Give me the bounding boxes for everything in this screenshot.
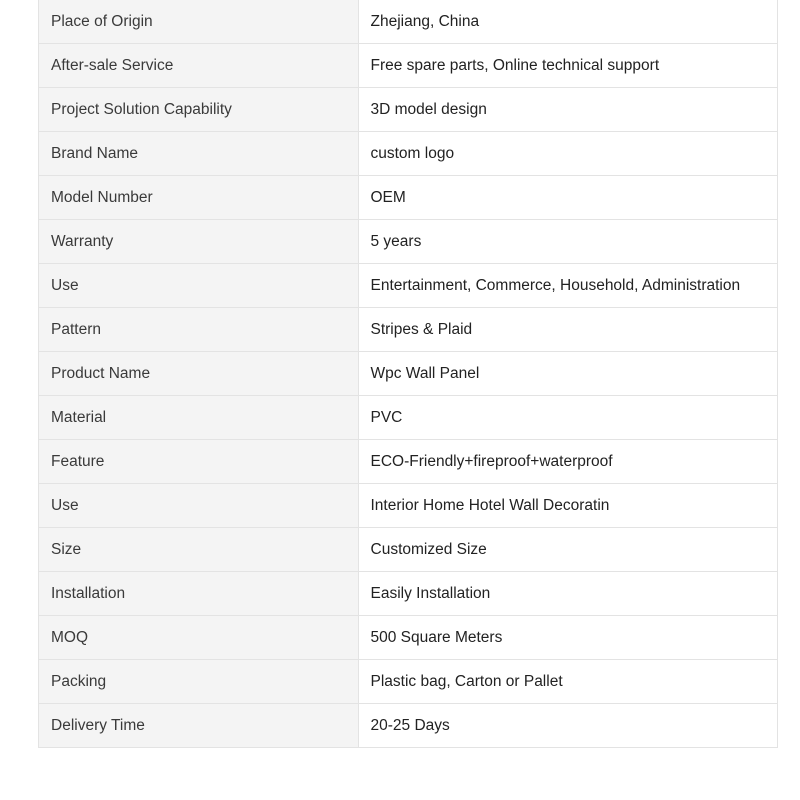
spec-key: Product Name (39, 352, 358, 396)
table-row (39, 88, 777, 132)
spec-value: Entertainment, Commerce, Household, Administration (358, 264, 777, 308)
spec-key: Warranty (39, 220, 358, 264)
spec-value: Stripes & Plaid (358, 308, 777, 352)
spec-key: Project Solution Capability (39, 88, 358, 132)
spec-key: Delivery Time (39, 704, 358, 748)
spec-value: OEM (358, 176, 777, 220)
table-row (39, 572, 777, 616)
spec-key: Pattern (39, 308, 358, 352)
spec-value: 500 Square Meters (358, 616, 777, 660)
table-row (39, 704, 777, 748)
table-row (39, 132, 777, 176)
table-row (39, 308, 777, 352)
spec-value: Wpc Wall Panel (358, 352, 777, 396)
spec-value: Interior Home Hotel Wall Decoratin (358, 484, 777, 528)
spec-key: Material (39, 396, 358, 440)
spec-key: Use (39, 264, 358, 308)
spec-value: 5 years (358, 220, 777, 264)
spec-table-container (38, 0, 778, 748)
spec-key: After-sale Service (39, 44, 358, 88)
spec-value: Easily Installation (358, 572, 777, 616)
spec-value: Free spare parts, Online technical support (358, 44, 777, 88)
table-row (39, 440, 777, 484)
spec-value: Customized Size (358, 528, 777, 572)
table-row (39, 264, 777, 308)
spec-value: Zhejiang, China (358, 0, 777, 44)
spec-value: custom logo (358, 132, 777, 176)
table-row (39, 396, 777, 440)
table-row (39, 176, 777, 220)
spec-value: 3D model design (358, 88, 777, 132)
table-row (39, 616, 777, 660)
product-spec-table (39, 0, 777, 748)
table-row (39, 44, 777, 88)
spec-value: ECO-Friendly+fireproof+waterproof (358, 440, 777, 484)
spec-key: Feature (39, 440, 358, 484)
spec-key: Place of Origin (39, 0, 358, 44)
spec-key: MOQ (39, 616, 358, 660)
table-row (39, 484, 777, 528)
spec-value: 20-25 Days (358, 704, 777, 748)
table-row (39, 528, 777, 572)
spec-key: Brand Name (39, 132, 358, 176)
table-row (39, 0, 777, 44)
spec-value: PVC (358, 396, 777, 440)
spec-key: Installation (39, 572, 358, 616)
spec-value: Plastic bag, Carton or Pallet (358, 660, 777, 704)
table-row (39, 220, 777, 264)
spec-key: Use (39, 484, 358, 528)
spec-key: Size (39, 528, 358, 572)
spec-key: Model Number (39, 176, 358, 220)
table-row (39, 660, 777, 704)
spec-key: Packing (39, 660, 358, 704)
table-row (39, 352, 777, 396)
